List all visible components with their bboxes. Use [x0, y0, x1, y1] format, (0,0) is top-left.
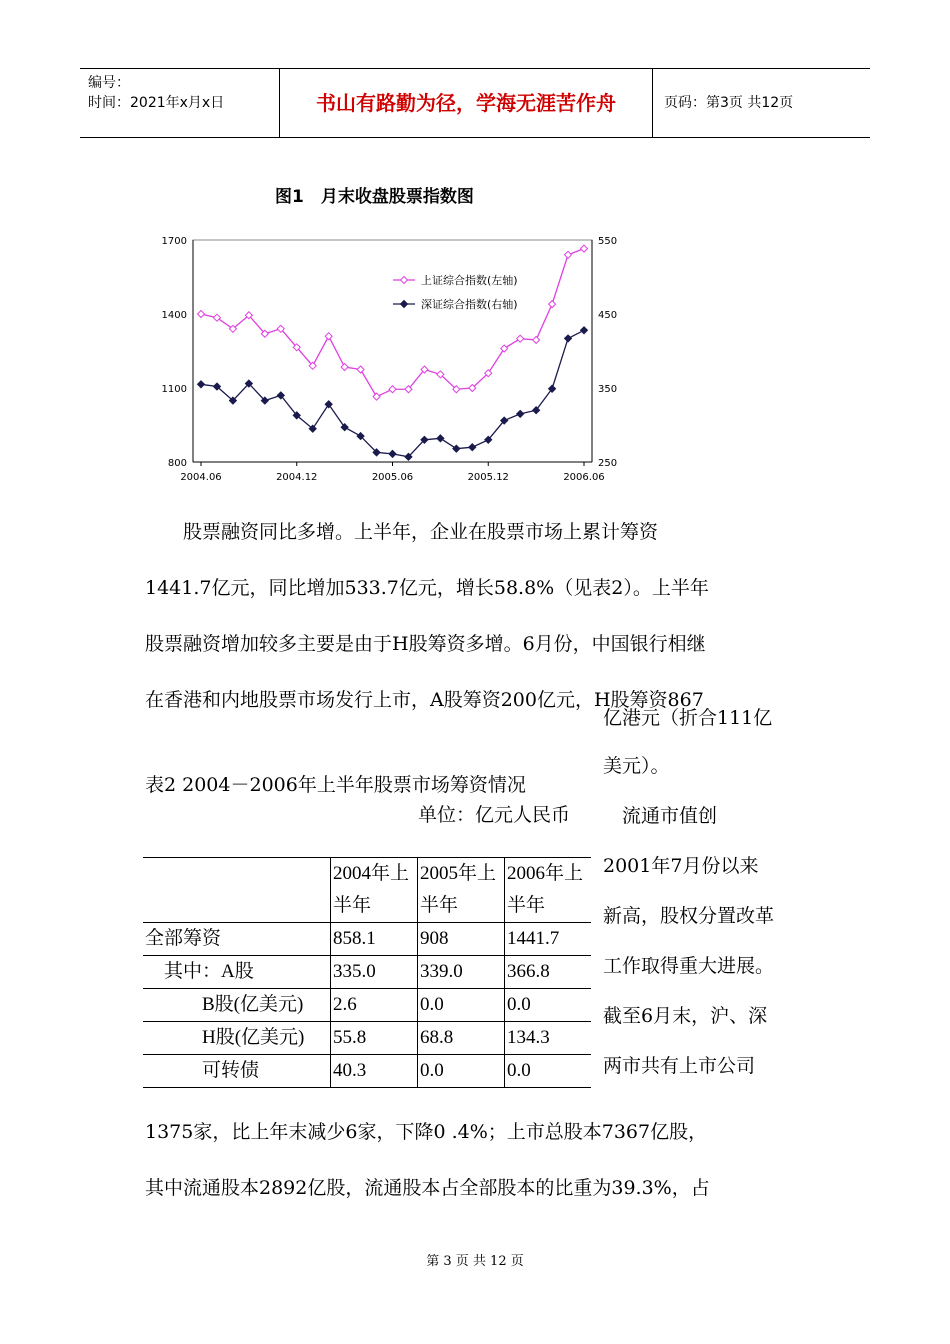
- left-y-tick-label: 1100: [161, 384, 187, 395]
- table-row: [143, 923, 591, 956]
- legend-label: 深证综合指数(右轴): [421, 298, 518, 311]
- x-tick-label: 2004.12: [276, 472, 318, 483]
- text-line: 股票融资同比多增。上半年，企业在股票市场上累计筹资: [145, 521, 659, 543]
- table-cell: 0.0: [505, 1055, 592, 1088]
- table-cell: 68.8: [418, 1022, 505, 1055]
- text-line: 其中流通股本2892亿股，流通股本占全部股本的比重为39.3%，占: [145, 1177, 710, 1199]
- left-y-tick-label: 1400: [161, 310, 187, 321]
- side-text-line: 工作取得重大进展。: [603, 955, 775, 977]
- table-cell: 339.0: [418, 956, 505, 989]
- row-label: 可转债: [145, 1060, 260, 1081]
- table-cell: 0.0: [418, 989, 505, 1022]
- text-line: 股票融资增加较多主要是由于H股筹资多增。6月份，中国银行相继: [145, 633, 706, 655]
- table-caption: 表2 2004－2006年上半年股票市场筹资情况: [145, 774, 526, 796]
- table-row: [143, 1022, 591, 1055]
- x-tick-label: 2005.12: [467, 472, 509, 483]
- right-y-tick-label: 450: [598, 310, 618, 321]
- text-line: 1441.7亿元，同比增加533.7亿元，增长58.8%（见表2）。上半年: [145, 577, 709, 599]
- row-label: B股(亿美元): [145, 994, 304, 1015]
- x-tick-label: 2004.06: [180, 472, 222, 483]
- side-text-line: 美元）。: [603, 755, 670, 777]
- date-label: 时间：2021年x月x日: [88, 95, 225, 111]
- side-text-line: 流通市值创: [603, 805, 718, 827]
- side-text-line: 2001年7月份以来: [603, 855, 759, 877]
- side-text-line: 新高，股权分置改革: [603, 905, 775, 927]
- table-header-blank: [143, 858, 331, 923]
- fundraising-table: [143, 857, 591, 1088]
- plot-area: [193, 240, 592, 462]
- side-text-line: 截至6月末，沪、深: [603, 1005, 768, 1027]
- table-header-row: [143, 858, 591, 923]
- header-page-label: 页码：第3页 共12页: [664, 95, 794, 111]
- table-cell: 40.3: [331, 1055, 418, 1088]
- table-cell: 366.8: [505, 956, 592, 989]
- table-cell: 134.3: [505, 1022, 592, 1055]
- row-label: H股(亿美元): [145, 1027, 305, 1048]
- page-footer: 第 3 页 共 12 页: [426, 1254, 524, 1269]
- right-y-tick-label: 350: [598, 384, 618, 395]
- left-y-tick-label: 1700: [161, 236, 187, 247]
- page-header: [80, 68, 870, 138]
- x-tick-label: 2005.06: [371, 472, 414, 483]
- table-cell: 908: [418, 923, 505, 956]
- right-y-tick-label: 550: [598, 236, 618, 247]
- header-meta: [80, 69, 280, 137]
- table-unit: 单位：亿元人民币: [418, 804, 571, 826]
- x-tick-label: 2006.06: [563, 472, 605, 483]
- table-cell: 0.0: [418, 1055, 505, 1088]
- row-label: 全部筹资: [145, 928, 222, 949]
- table-cell: 0.0: [505, 989, 592, 1022]
- side-text-line: 两市共有上市公司: [603, 1055, 756, 1077]
- table-header-cell: 2006年上半年: [505, 858, 592, 923]
- table-row: [143, 956, 591, 989]
- right-y-tick-label: 250: [598, 458, 618, 469]
- table-cell: 858.1: [331, 923, 418, 956]
- table-row: [143, 989, 591, 1022]
- table-row: [143, 1055, 591, 1088]
- side-text-line: 亿港元（折合111亿: [603, 707, 773, 729]
- row-label: 其中：A股: [145, 961, 254, 982]
- table-cell: 2.6: [331, 989, 418, 1022]
- table-cell: 335.0: [331, 956, 418, 989]
- chart-title: 图1 月末收盘股票指数图: [275, 187, 474, 207]
- paragraph-2: [145, 1104, 825, 1216]
- stock-index-chart: [145, 168, 618, 490]
- table-cell: 1441.7: [505, 923, 592, 956]
- text-line: 在香港和内地股票市场发行上市，A股筹资200亿元，H股筹资867: [145, 689, 704, 711]
- table-header-cell: 2004年上半年: [331, 858, 418, 923]
- legend-label: 上证综合指数(左轴): [421, 274, 518, 287]
- header-motto: 书山有路勤为径，学海无涯苦作舟: [280, 69, 653, 137]
- number-label: 编号：: [88, 75, 130, 91]
- left-y-tick-label: 800: [167, 458, 187, 469]
- chart-svg: [145, 168, 618, 490]
- table-header-cell: 2005年上半年: [418, 858, 505, 923]
- text-line: 1375家，比上年末减少6家，下降0 .4%；上市总股本7367亿股，: [145, 1121, 708, 1143]
- table-cell: 55.8: [331, 1022, 418, 1055]
